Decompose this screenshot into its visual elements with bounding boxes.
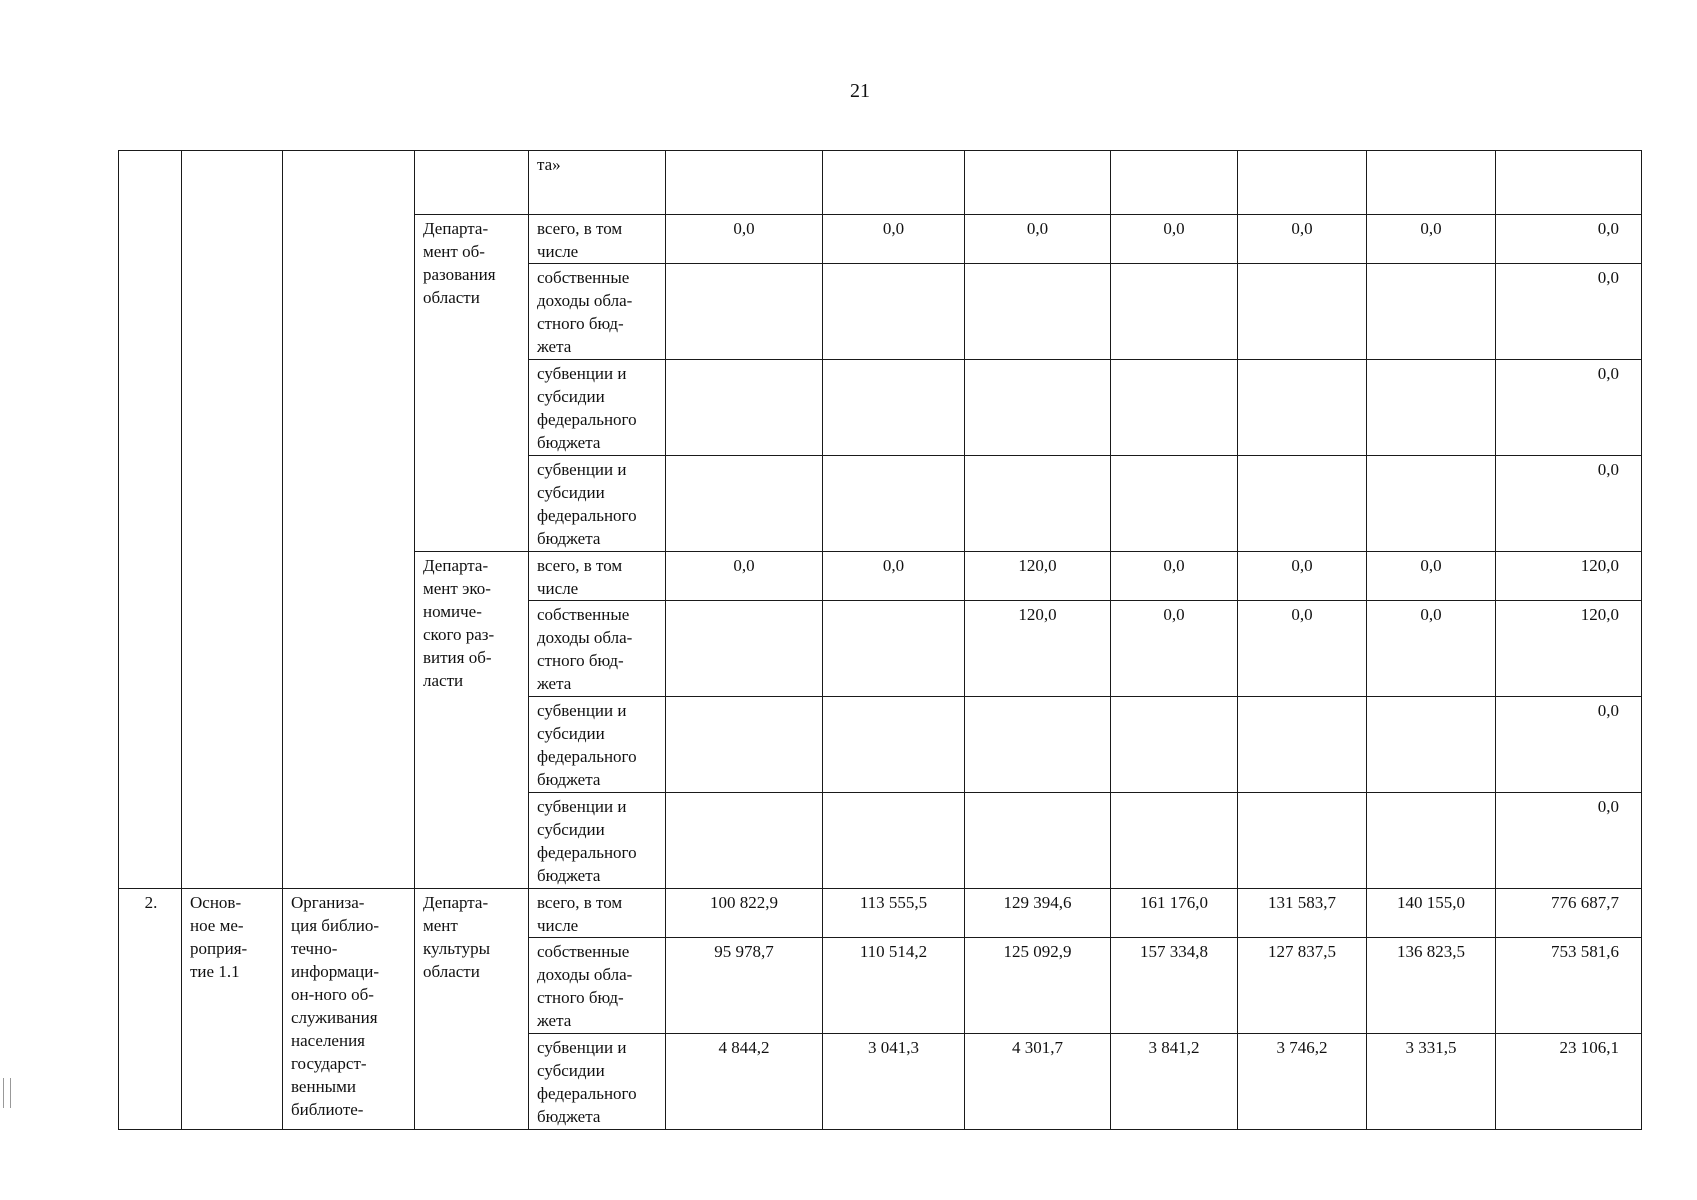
source-cell: субвенции и субсидии федерального бюджета [529, 1034, 666, 1130]
value-cell [1111, 793, 1238, 889]
total-cell: 776 687,7 [1496, 889, 1642, 938]
department-cell: Департа- мент культуры области [415, 889, 529, 1130]
value-cell: 110 514,2 [823, 938, 965, 1034]
item-type-cell: Основ- ное ме- роприя- тие 1.1 [182, 889, 283, 1130]
total-cell: 0,0 [1496, 360, 1642, 456]
department-cell-empty [415, 151, 529, 215]
value-cell: 3 841,2 [1111, 1034, 1238, 1130]
value-cell [965, 697, 1111, 793]
total-cell: 120,0 [1496, 552, 1642, 601]
department-cell: Департа- мент об- разования области [415, 215, 529, 552]
value-cell: 0,0 [1367, 215, 1496, 264]
value-cell [823, 360, 965, 456]
scan-artifact [3, 1078, 11, 1108]
value-cell: 4 844,2 [666, 1034, 823, 1130]
value-cell [1367, 360, 1496, 456]
value-cell: 0,0 [1238, 552, 1367, 601]
value-cell: 0,0 [666, 215, 823, 264]
value-cell [666, 601, 823, 697]
total-cell: 23 106,1 [1496, 1034, 1642, 1130]
value-cell: 140 155,0 [1367, 889, 1496, 938]
budget-table [118, 150, 1642, 1130]
value-cell: 120,0 [965, 552, 1111, 601]
source-cell: субвенции и субсидии федерального бюджета [529, 697, 666, 793]
value-cell [1238, 264, 1367, 360]
source-cell: субвенции и субсидии федерального бюджета [529, 360, 666, 456]
source-cell: всего, в том числе [529, 215, 666, 264]
total-cell: 0,0 [1496, 456, 1642, 552]
value-cell [1238, 360, 1367, 456]
page-number: 21 [850, 80, 870, 102]
value-cell [666, 697, 823, 793]
value-cell: 95 978,7 [666, 938, 823, 1034]
value-cell: 127 837,5 [1238, 938, 1367, 1034]
total-cell: 120,0 [1496, 601, 1642, 697]
value-cell [823, 601, 965, 697]
value-cell: 3 041,3 [823, 1034, 965, 1130]
value-cell: 0,0 [1111, 552, 1238, 601]
value-cell [666, 456, 823, 552]
department-cell: Департа- мент эко- номиче- ского раз- вития об- ласти [415, 552, 529, 889]
value-cell: 136 823,5 [1367, 938, 1496, 1034]
source-cell: собственные доходы обла- стного бюд- жета [529, 601, 666, 697]
value-cell: 0,0 [1367, 601, 1496, 697]
value-cell: 0,0 [1238, 215, 1367, 264]
value-cell: 161 176,0 [1111, 889, 1238, 938]
value-cell [666, 360, 823, 456]
value-cell: 3 331,5 [1367, 1034, 1496, 1130]
value-cell: 0,0 [1111, 215, 1238, 264]
source-cell: та» [529, 151, 666, 215]
value-cell: 0,0 [1367, 552, 1496, 601]
source-cell: субвенции и субсидии федерального бюджета [529, 456, 666, 552]
value-cell: 0,0 [965, 215, 1111, 264]
value-cell [1111, 360, 1238, 456]
value-cell [823, 456, 965, 552]
total-cell: 0,0 [1496, 793, 1642, 889]
value-cell: 113 555,5 [823, 889, 965, 938]
item-number-cell: 2. [119, 889, 182, 1130]
table-row [119, 151, 1642, 215]
value-cell [965, 793, 1111, 889]
value-cell-empty [1238, 151, 1367, 215]
total-cell: 753 581,6 [1496, 938, 1642, 1034]
value-cell-empty [1496, 151, 1642, 215]
value-cell [1367, 697, 1496, 793]
value-cell [1367, 793, 1496, 889]
value-cell [965, 456, 1111, 552]
source-cell: собственные доходы обла- стного бюд- жета [529, 938, 666, 1034]
value-cell: 3 746,2 [1238, 1034, 1367, 1130]
value-cell: 4 301,7 [965, 1034, 1111, 1130]
value-cell: 100 822,9 [666, 889, 823, 938]
name-cell-empty [283, 151, 415, 889]
total-cell: 0,0 [1496, 215, 1642, 264]
value-cell: 131 583,7 [1238, 889, 1367, 938]
value-cell-empty [666, 151, 823, 215]
value-cell [823, 264, 965, 360]
value-cell-empty [965, 151, 1111, 215]
value-cell [1111, 456, 1238, 552]
value-cell: 157 334,8 [1111, 938, 1238, 1034]
value-cell [965, 264, 1111, 360]
value-cell [666, 793, 823, 889]
value-cell: 125 092,9 [965, 938, 1111, 1034]
value-cell: 0,0 [666, 552, 823, 601]
number-cell-empty [119, 151, 182, 889]
value-cell: 0,0 [823, 552, 965, 601]
value-cell: 120,0 [965, 601, 1111, 697]
value-cell [1111, 697, 1238, 793]
source-cell: всего, в том числе [529, 552, 666, 601]
value-cell [1238, 456, 1367, 552]
value-cell: 0,0 [1238, 601, 1367, 697]
value-cell-empty [1111, 151, 1238, 215]
value-cell [1238, 793, 1367, 889]
value-cell: 0,0 [1111, 601, 1238, 697]
value-cell: 0,0 [823, 215, 965, 264]
total-cell: 0,0 [1496, 264, 1642, 360]
source-cell: субвенции и субсидии федерального бюджета [529, 793, 666, 889]
value-cell [965, 360, 1111, 456]
table-row [119, 889, 1642, 938]
value-cell [1367, 456, 1496, 552]
value-cell [823, 697, 965, 793]
value-cell-empty [823, 151, 965, 215]
value-cell [666, 264, 823, 360]
value-cell: 129 394,6 [965, 889, 1111, 938]
total-cell: 0,0 [1496, 697, 1642, 793]
type-cell-empty [182, 151, 283, 889]
value-cell [1238, 697, 1367, 793]
source-cell: собственные доходы обла- стного бюд- жета [529, 264, 666, 360]
value-cell [1367, 264, 1496, 360]
source-cell: всего, в том числе [529, 889, 666, 938]
value-cell-empty [1367, 151, 1496, 215]
value-cell [823, 793, 965, 889]
value-cell [1111, 264, 1238, 360]
item-name-cell: Организа- ция библио- течно- информаци- он-ного об- служивания населения государст- венными библиоте- [283, 889, 415, 1130]
